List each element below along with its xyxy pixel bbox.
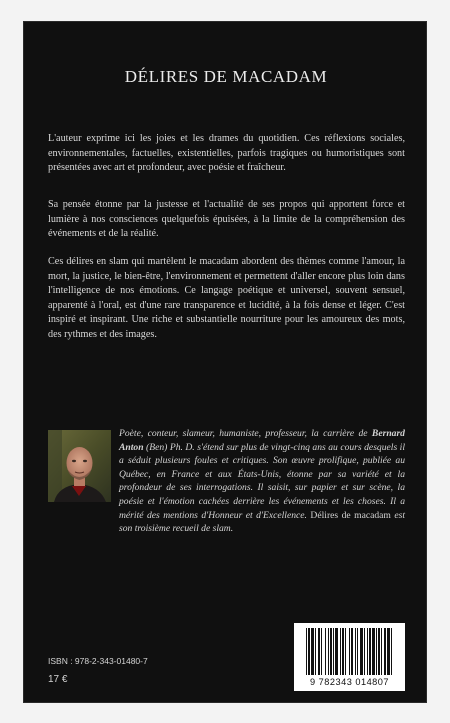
barcode-bars xyxy=(294,623,405,679)
bio-intro: Poète, conteur, slameur, humaniste, professeur, la carrière de xyxy=(119,428,368,439)
summary-paragraph-3: Ces délires en slam qui martèlent le macadam abordent des thèmes comme l'amour, la mort, la justice, le bien-être, l'environnement et permettent d'aller encore plus loin dans l'intelligence de nos émotions. Ce langage poétique et universel, souvent sensuel, apparenté à l'oral, est d'une rare transparence et lucidité, à la fois dense et léger. C'est inspiré et inspirant. Une riche et substantielle nourriture pour les amoureux des mots, des rythmes et des images. xyxy=(48,256,405,340)
cover-panel xyxy=(23,21,427,703)
barcode-number: 9 782343 014807 xyxy=(309,677,390,687)
price-text: 17 € xyxy=(48,674,68,685)
isbn-text: ISBN : 978-2-343-01480-7 xyxy=(48,656,148,666)
summary-paragraph-2: Sa pensée étonne par la justesse et l'actualité de ses propos qui apportent force et lumière à nos consciences quelquefois épuisées, à la limite de la compréhension des événements et de la réalité. xyxy=(48,199,405,240)
book-title: DÉLIRES DE MACADAM xyxy=(124,67,328,86)
bio-body: (Ben) Ph. D. s'étend sur plus de vingt-cinq ans au cours desquels il a séduit plusieurs foules et critiques. Son œuvre prolifique, publiée au Québec, en France et aux États-Unis, étonne par sa variété et la profondeur de ses interrogations. Il saisit, sur papier et sur scène, la poésie et l'émotion cachées derrière les événements et les choses. Il a mérité des mentions d'Honneur et d'Excellence. xyxy=(119,441,405,521)
author-photo xyxy=(48,430,111,502)
barcode xyxy=(294,623,405,691)
bio-outro: est son troisième recueil de slam. xyxy=(119,509,406,535)
bio-book-reference: Délires de macadam xyxy=(310,509,391,521)
author-name: Bernard Anton xyxy=(119,428,405,453)
summary-paragraph-1: L'auteur exprime ici les joies et les drames du quotidien. Ces réflexions sociales, environnementales, factuelles, existentielles, parfois tragiques ou humoristiques sont présentées avec art et profondeur, avec poésie et fraîcheur. xyxy=(48,133,405,174)
author-biography xyxy=(119,427,405,536)
